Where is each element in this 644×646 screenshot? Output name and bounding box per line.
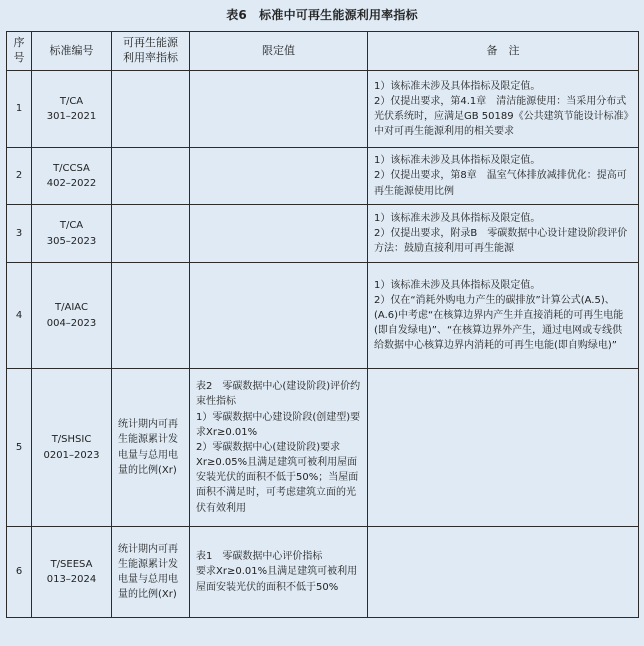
limit-cell — [190, 71, 368, 148]
rate-cell — [112, 369, 190, 527]
standard-code-line: T/CCSA — [53, 162, 90, 174]
limit-cell — [190, 263, 368, 369]
standard-code — [32, 71, 112, 148]
table-row — [7, 369, 639, 527]
note-cell — [368, 71, 639, 148]
standard-code-line: 402–2022 — [46, 178, 97, 189]
standard-code-line: 013–2024 — [46, 574, 97, 585]
standard-code-line: 004–2023 — [46, 317, 97, 329]
note-cell — [368, 369, 639, 527]
rate-text: 统计期内可再生能源累计发电量与总用电量的比例(Xr) — [118, 419, 178, 476]
renewable-energy-table — [6, 31, 639, 618]
note-line: 1）该标准未涉及具体指标及限定值。 — [374, 155, 541, 167]
standard-code-line: T/AIAC — [55, 302, 88, 314]
standard-code-line: 0201–2023 — [43, 449, 100, 461]
limit-line: 表1 零碳数据中心评价指标 — [196, 551, 323, 563]
note-cell — [368, 148, 639, 205]
standard-code — [32, 369, 112, 527]
rate-cell — [112, 263, 190, 369]
standard-code-line: 305–2023 — [46, 235, 97, 247]
rate-text: 统计期内可再生能源累计发电量与总用电量的比例(Xr) — [118, 543, 178, 601]
standard-code-line: T/SEESA — [50, 558, 93, 570]
row-number: 4 — [7, 263, 32, 369]
note-line: 2）仅提出要求，第4.1章 清洁能源使用：当采用分布式光伏系统时，应满足GB 50189《公共建筑节能设计标准》中对可再生能源利用的相关要求 — [374, 95, 629, 138]
table-row — [7, 527, 639, 618]
table-title: 表6 标准中可再生能源利用率指标 — [226, 8, 418, 22]
standard-code-line: 301–2021 — [46, 111, 97, 122]
limit-line: 2）零碳数据中心(建设阶段)要求Xr≥0.05%且满足建筑可被利用屋面安装光伏的面积不低于50%；当屋面面积不满足时，可考虑建筑立面的光伏有效利用 — [196, 441, 359, 514]
standard-code — [32, 527, 112, 618]
row-number: 6 — [7, 527, 32, 618]
rate-cell — [112, 527, 190, 618]
header-limit: 限定值 — [190, 32, 368, 71]
row-number: 5 — [7, 369, 32, 527]
standard-code — [32, 148, 112, 205]
note-line: 2）仅提出要求，第8章 温室气体排放减排优化：提高可再生能源使用比例 — [374, 170, 627, 197]
limit-cell — [190, 369, 368, 527]
limit-line: 表2 零碳数据中心(建设阶段)评价约束性指标 — [196, 381, 361, 408]
table-row — [7, 263, 639, 369]
row-number: 3 — [7, 205, 32, 263]
note-line: 1）该标准未涉及具体指标及限定值。 — [374, 80, 541, 92]
limit-line: 1）零碳数据中心建设阶段(创建型)要求Xr≥0.01% — [196, 411, 361, 438]
note-line: 1）该标准未涉及具体指标及限定值。 — [374, 279, 541, 291]
table-row — [7, 71, 639, 148]
rate-cell — [112, 148, 190, 205]
note-cell — [368, 527, 639, 618]
rate-cell — [112, 205, 190, 263]
limit-cell — [190, 148, 368, 205]
row-number: 1 — [7, 71, 32, 148]
limit-cell — [190, 527, 368, 618]
limit-cell — [190, 205, 368, 263]
note-cell — [368, 205, 639, 263]
standard-code — [32, 205, 112, 263]
header-note: 备 注 — [368, 32, 639, 71]
note-cell — [368, 263, 639, 369]
note-line: 2）仅在“消耗外购电力产生的碳排放”计算公式(A.5)、(A.6)中考虑“在核算边界内产生并直接消耗的可再生电能(即自发绿电)”、“在核算边界外产生，通过电网或专线供给数据中心核算边界内消耗的可再生电能(即自购绿电)” — [374, 294, 624, 352]
table-row — [7, 148, 639, 205]
header-row — [7, 32, 639, 71]
standard-code-line: T/CA — [59, 95, 84, 107]
standard-code-line: T/CA — [59, 220, 84, 232]
note-line: 1）该标准未涉及具体指标及限定值。 — [374, 212, 541, 224]
header-rate: 可再生能源利用率指标 — [112, 32, 190, 71]
header-no: 序号 — [7, 32, 32, 71]
header-standard: 标准编号 — [32, 32, 112, 71]
note-line: 2）仅提出要求，附录B 零碳数据中心设计建设阶段评价方法：鼓励直接利用可再生能源 — [374, 227, 628, 255]
standard-code — [32, 263, 112, 369]
limit-line: 要求Xr≥0.01%且满足建筑可被利用屋面安装光伏的面积不低于50% — [196, 566, 358, 593]
table-row — [7, 205, 639, 263]
standard-code-line: T/SHSIC — [51, 434, 92, 446]
row-number: 2 — [7, 148, 32, 205]
rate-cell — [112, 71, 190, 148]
